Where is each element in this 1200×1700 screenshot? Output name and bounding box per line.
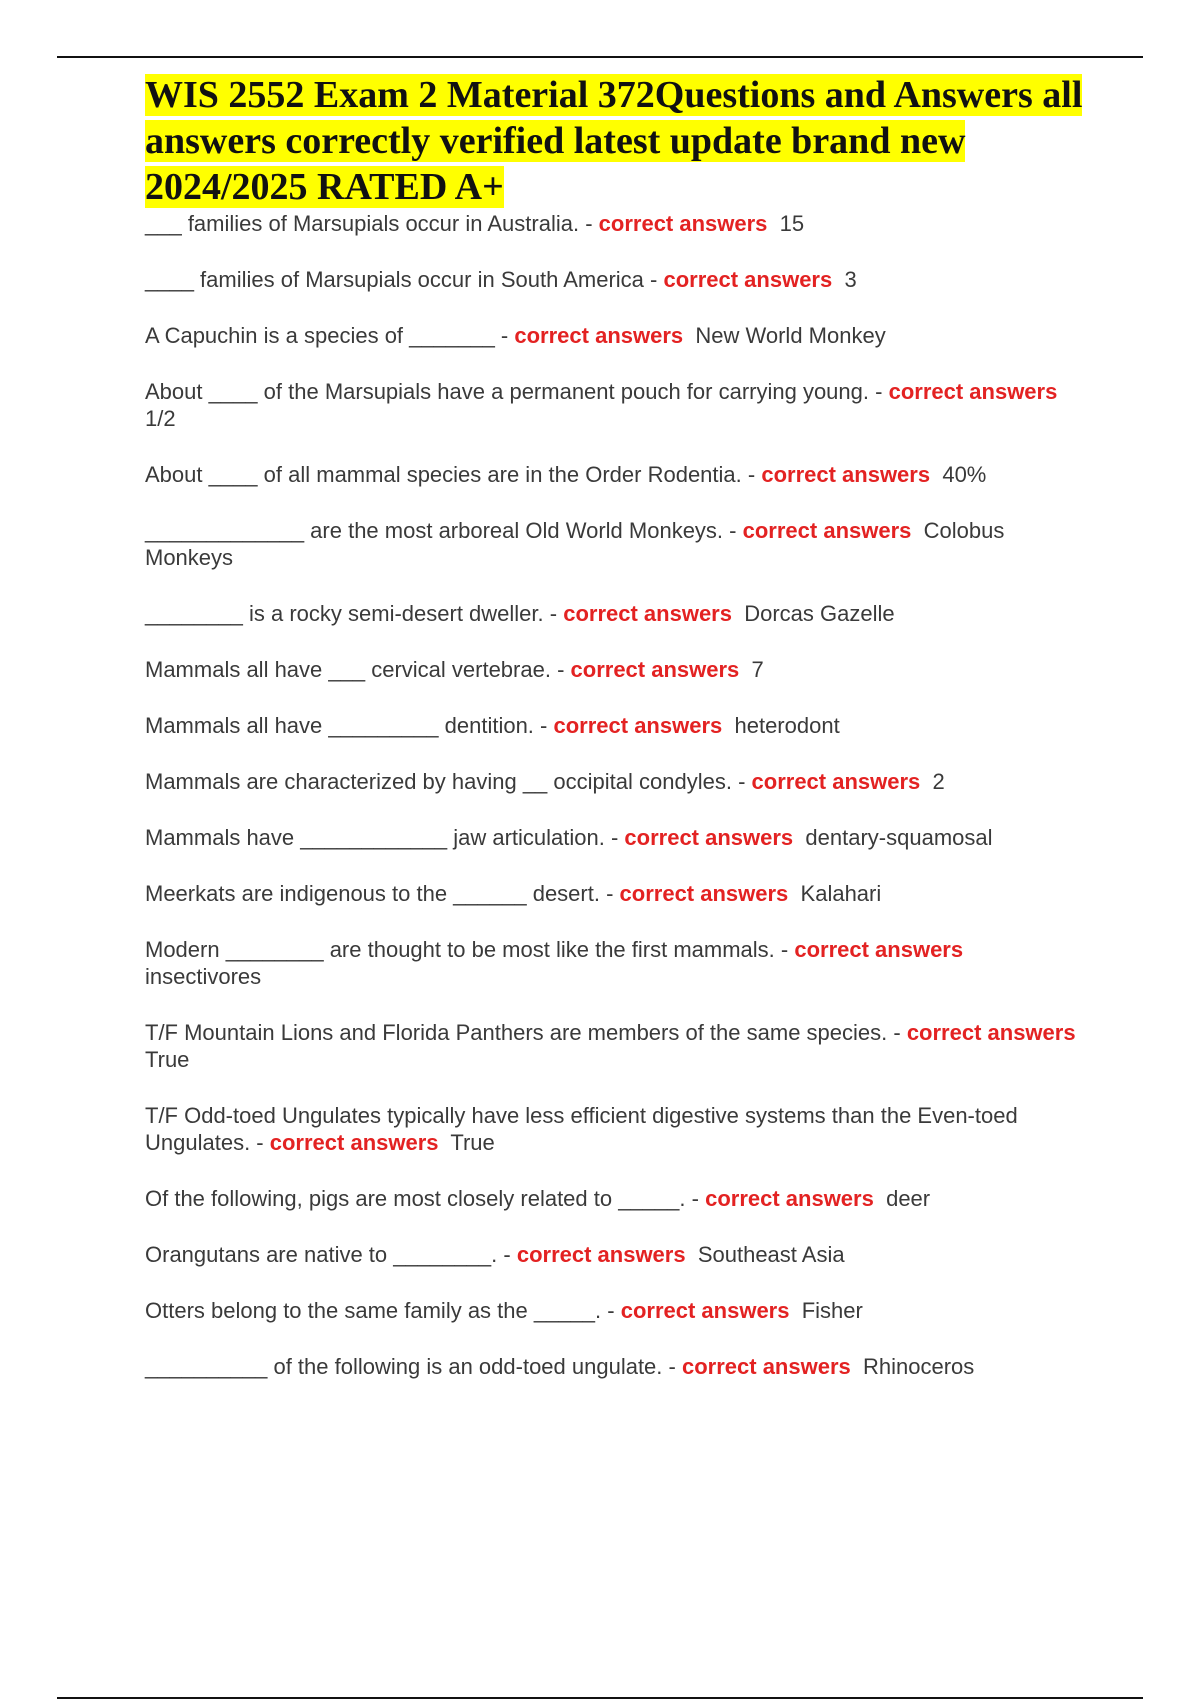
question-text: Of the following, pigs are most closely related to _____. [145, 1186, 686, 1211]
question-text: Mammals all have _________ dentition. [145, 713, 534, 738]
separator: - [685, 1186, 706, 1211]
answer-text: True [450, 1130, 495, 1155]
question-text: Modern ________ are thought to be most like the first mammals. [145, 937, 775, 962]
answer-text: 7 [751, 657, 764, 682]
question-text: Orangutans are native to ________. [145, 1242, 498, 1267]
question-text: Mammals all have ___ cervical vertebrae. [145, 657, 551, 682]
correct-answers-label: correct answers [269, 1130, 439, 1155]
separator: - [741, 462, 762, 487]
qa-item [145, 1102, 1090, 1156]
correct-answers-label: correct answers [906, 1020, 1076, 1045]
answer-text: 2 [932, 769, 945, 794]
answer-text: heterodont [734, 713, 840, 738]
correct-answers-label: correct answers [751, 769, 921, 794]
correct-answers-label: correct answers [570, 657, 740, 682]
separator: - [774, 937, 795, 962]
answer-text: 15 [779, 211, 805, 236]
question-text: T/F Odd-toed Ungulates typically have less efficient digestive systems than the Even-toed Ungulates. [145, 1103, 1018, 1155]
separator: - [543, 601, 564, 626]
answer-text: Rhinoceros [862, 1354, 975, 1379]
qa-item [145, 712, 1090, 739]
separator: - [250, 1130, 270, 1155]
answer-text: 40% [942, 462, 987, 487]
qa-item [145, 768, 1090, 795]
question-text: ________ is a rocky semi-desert dweller. [145, 601, 544, 626]
qa-item [145, 1019, 1090, 1073]
correct-answers-label: correct answers [619, 881, 789, 906]
answer-text: 3 [844, 267, 857, 292]
answer-text: deer [886, 1186, 931, 1211]
question-text: ____ families of Marsupials occur in South America [145, 267, 644, 292]
separator: - [601, 1298, 621, 1323]
document-title [145, 72, 1090, 210]
qa-item [145, 1185, 1090, 1212]
separator: - [731, 769, 752, 794]
answer-text: dentary-squamosal [805, 825, 993, 850]
correct-answers-label: correct answers [705, 1186, 874, 1211]
correct-answers-label: correct answers [624, 825, 794, 850]
question-text: Meerkats are indigenous to the ______ desert. [145, 881, 600, 906]
correct-answers-label: correct answers [620, 1298, 790, 1323]
question-text: About ____ of the Marsupials have a permanent pouch for carrying young. [145, 379, 870, 404]
correct-answers-label: correct answers [514, 323, 684, 348]
separator: - [494, 323, 515, 348]
question-text: ___ families of Marsupials occur in Australia. [145, 211, 580, 236]
title-highlight: WIS 2552 Exam 2 Material 372Questions and Answers all answers correctly verified latest update brand new 2024/2025 RATED A+ [145, 74, 1083, 208]
question-text: Mammals are characterized by having __ occipital condyles. [145, 769, 732, 794]
answer-text: Fisher [801, 1298, 863, 1323]
question-text: __________ of the following is an odd-toed ungulate. [145, 1354, 663, 1379]
qa-item [145, 266, 1090, 293]
qa-item [145, 517, 1090, 571]
correct-answers-label: correct answers [681, 1354, 851, 1379]
separator: - [550, 657, 571, 682]
separator: - [662, 1354, 682, 1379]
question-text: Mammals have ____________ jaw articulation. [145, 825, 605, 850]
separator: - [887, 1020, 907, 1045]
separator: - [533, 713, 554, 738]
separator: - [723, 518, 743, 543]
qa-item [145, 210, 1090, 237]
separator: - [497, 1242, 517, 1267]
correct-answers-label: correct answers [761, 462, 931, 487]
document-body [145, 72, 1090, 1409]
answer-text: 1/2 [145, 406, 176, 431]
separator: - [643, 267, 664, 292]
separator: - [579, 211, 599, 236]
correct-answers-label: correct answers [516, 1242, 686, 1267]
qa-item [145, 322, 1090, 349]
question-text: Otters belong to the same family as the _____. [145, 1298, 602, 1323]
question-text: About ____ of all mammal species are in the Order Rodentia. [145, 462, 742, 487]
answer-text: New World Monkey [695, 323, 886, 348]
top-rule [57, 56, 1143, 58]
correct-answers-label: correct answers [553, 713, 723, 738]
qa-item [145, 461, 1090, 488]
qa-item [145, 1241, 1090, 1268]
answer-text: insectivores [145, 964, 262, 989]
separator: - [604, 825, 625, 850]
qa-item [145, 600, 1090, 627]
correct-answers-label: correct answers [742, 518, 912, 543]
qa-item [145, 656, 1090, 683]
question-text: T/F Mountain Lions and Florida Panthers are members of the same species. [145, 1020, 888, 1045]
answer-text: True [145, 1047, 190, 1072]
qa-item [145, 936, 1090, 990]
qa-item [145, 824, 1090, 851]
answer-text: Dorcas Gazelle [744, 601, 895, 626]
question-answer-list [145, 210, 1090, 1380]
answer-text: Southeast Asia [697, 1242, 845, 1267]
bottom-rule [57, 1697, 1143, 1699]
qa-item [145, 1297, 1090, 1324]
qa-item [145, 880, 1090, 907]
qa-item [145, 378, 1090, 432]
correct-answers-label: correct answers [598, 211, 768, 236]
question-text: _____________ are the most arboreal Old World Monkeys. [145, 518, 724, 543]
answer-text: Kalahari [800, 881, 882, 906]
question-text: A Capuchin is a species of _______ [145, 323, 495, 348]
qa-item [145, 1353, 1090, 1380]
correct-answers-label: correct answers [888, 379, 1058, 404]
correct-answers-label: correct answers [794, 937, 964, 962]
correct-answers-label: correct answers [663, 267, 833, 292]
answer-text: Colobus Monkeys [145, 518, 1005, 570]
separator: - [599, 881, 620, 906]
correct-answers-label: correct answers [563, 601, 732, 626]
separator: - [869, 379, 889, 404]
